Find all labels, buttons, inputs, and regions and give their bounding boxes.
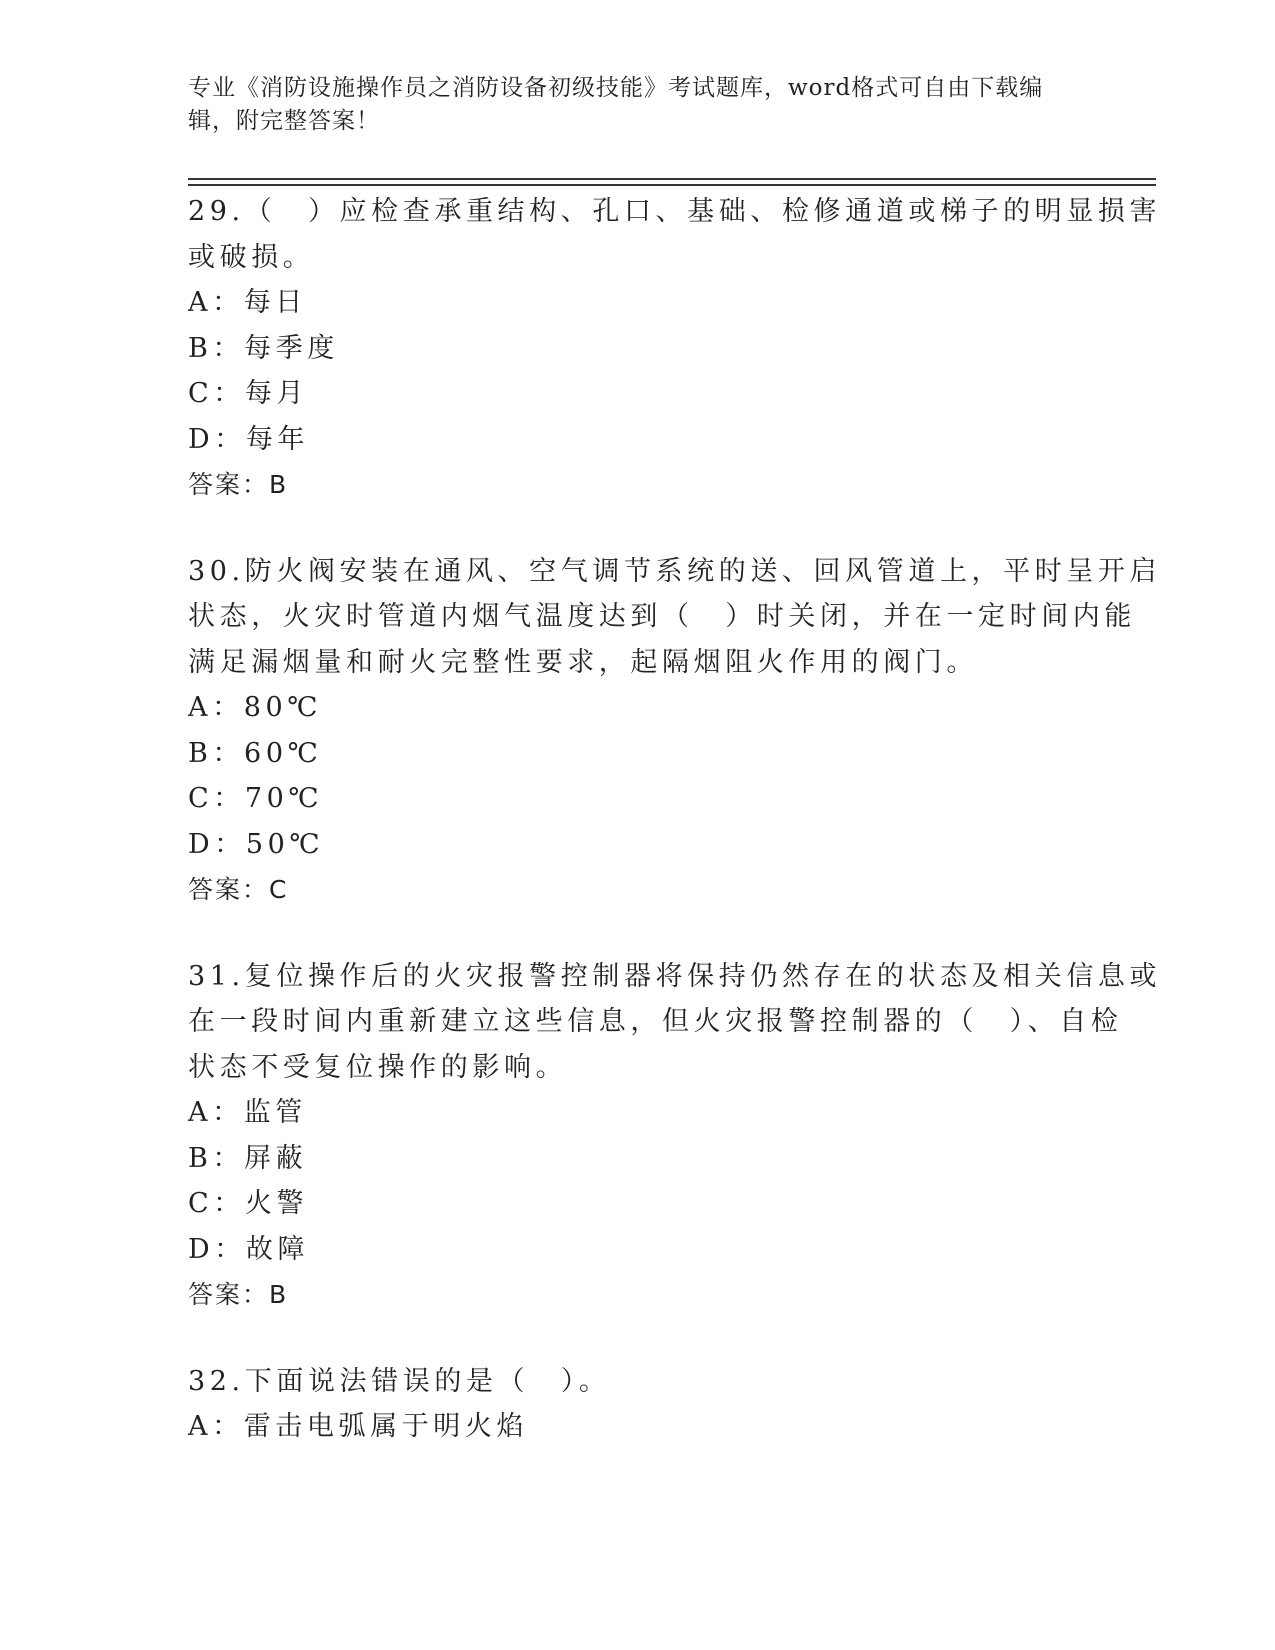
question-list xyxy=(188,189,1162,1491)
header-divider-top xyxy=(188,178,1156,180)
answer-label: 答案：B xyxy=(188,470,289,499)
answer-label: 答案：C xyxy=(188,875,289,904)
question-stem-line: 状态不受复位操作的影响。 xyxy=(188,1051,568,1083)
option-c: C：火警 xyxy=(188,1188,309,1219)
question-32 xyxy=(188,1359,1088,1450)
question-stem-line: 满足漏烟量和耐火完整性要求，起隔烟阻火作用的阀门。 xyxy=(188,646,978,678)
option-c: C：每月 xyxy=(188,378,309,409)
question-stem-line: 或破损。 xyxy=(188,241,315,273)
question-29 xyxy=(188,189,1162,508)
question-stem-line: 31.复位操作后的火灾报警控制器将保持仍然存在的状态及相关信息或 xyxy=(188,960,1162,992)
option-c: C：70℃ xyxy=(188,783,324,814)
question-stem-line: 32.下面说法错误的是（ ）。 xyxy=(188,1365,611,1397)
answer-label: 答案：B xyxy=(188,1280,289,1309)
option-d: D：每年 xyxy=(188,423,310,455)
option-a: A：每日 xyxy=(188,287,307,318)
question-stem-line: 在一段时间内重新建立这些信息，但火灾报警控制器的（ ）、自检 xyxy=(188,1006,1123,1037)
question-stem-line: 30.防火阀安装在通风、空气调节系统的送、回风管道上，平时呈开启 xyxy=(188,555,1162,587)
option-b: B：每季度 xyxy=(188,332,339,364)
header-line-1: 专业《消防设施操作员之消防设备初级技能》考试题库，word格式可自由下载编 xyxy=(188,75,1044,101)
option-d: D：故障 xyxy=(188,1233,310,1265)
option-a: A：雷击电弧属于明火焰 xyxy=(188,1411,529,1442)
option-b: B：屏蔽 xyxy=(188,1142,308,1174)
question-stem-line: 状态，火灾时管道内烟气温度达到（ ）时关闭，并在一定时间内能 xyxy=(188,601,1136,632)
question-stem-line: 29.（ ）应检查承重结构、孔口、基础、检修通道或梯子的明显损害 xyxy=(188,196,1162,227)
question-30 xyxy=(188,549,1162,913)
option-d: D：50℃ xyxy=(188,828,325,860)
document-header xyxy=(188,72,1068,138)
question-31 xyxy=(188,954,1162,1318)
header-line-2: 辑，附完整答案！ xyxy=(188,108,380,134)
option-a: A：80℃ xyxy=(188,692,323,723)
option-a: A：监管 xyxy=(188,1097,307,1128)
option-b: B：60℃ xyxy=(188,737,323,769)
header-divider-bottom xyxy=(188,184,1156,186)
